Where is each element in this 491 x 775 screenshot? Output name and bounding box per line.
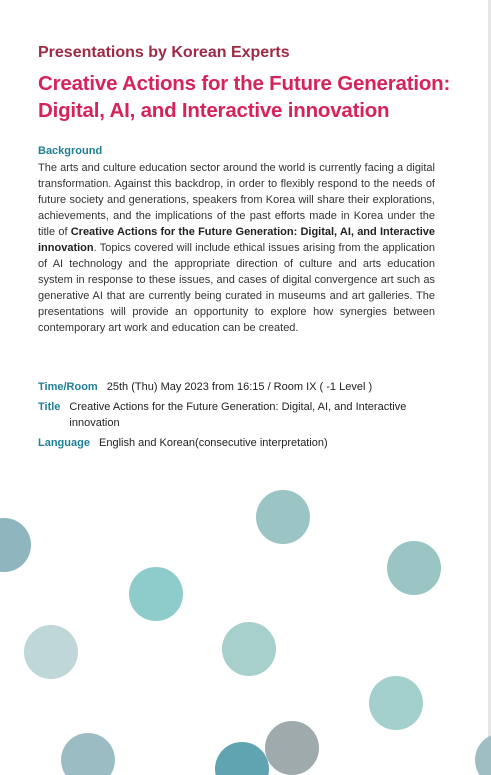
decorative-dot xyxy=(369,676,423,730)
background-label: Background xyxy=(38,145,103,157)
page-title: Creative Actions for the Future Generation: Digital, AI, and Interactive innovation xyxy=(38,72,451,122)
decorative-dot xyxy=(256,490,310,544)
background-text-part2: . Topics covered will include ethical issues arising from the application of AI technology and the appropriate direction of culture and arts education system in response to these issues, and cases of digital convergence art such as generative AI that are currently being curated in museums and art galleries. The presentations will provide an opportunity to explore how synergies between contemporary art work and education can be created. xyxy=(38,242,435,334)
decorative-dot xyxy=(387,541,441,595)
decorative-dot xyxy=(215,742,269,775)
decorative-dot xyxy=(24,625,78,679)
decorative-dot xyxy=(475,733,491,775)
background-text-part1: The arts and culture education sector around the world is currently facing a digital transformation. Against this backdrop, in order to flexibly respond to the needs of future society and generations, speakers from Korea will share their explorations, achievements, and the implications of the past efforts made in Korea under the title of xyxy=(38,162,435,238)
decorative-dot xyxy=(61,733,115,775)
title-label: Title xyxy=(38,401,61,413)
decorative-dot xyxy=(0,518,31,572)
background-text-bold: Creative Actions for the Future Generation: Digital, AI, and Interactive innovation xyxy=(38,226,435,254)
decorative-dot xyxy=(222,622,276,676)
title-value: Creative Actions for the Future Generation: Digital, AI, and Interactive innovation xyxy=(69,401,407,429)
section-subtitle: Presentations by Korean Experts xyxy=(38,44,290,61)
decorative-dot xyxy=(265,721,319,775)
time-room-label: Time/Room xyxy=(38,381,98,393)
decorative-dot xyxy=(129,567,183,621)
language-label: Language xyxy=(38,437,90,449)
language-value: English and Korean(consecutive interpretation) xyxy=(99,437,328,449)
time-room-value: 25th (Thu) May 2023 from 16:15 / Room IX ( -1 Level ) xyxy=(106,381,373,393)
